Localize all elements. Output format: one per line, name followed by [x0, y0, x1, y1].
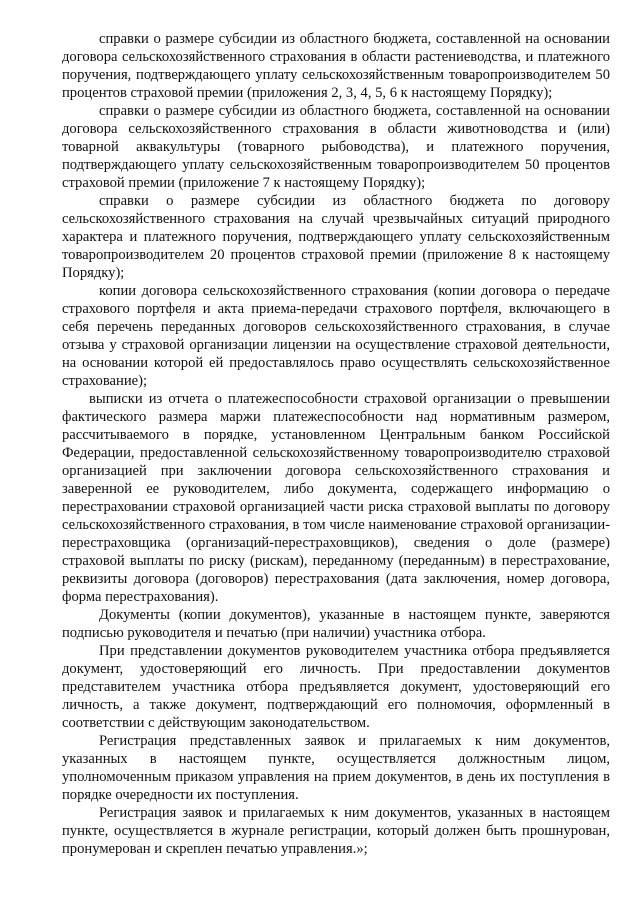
paragraph-insurance-contract-copy: копии договора сельскохозяйственного страхования (копии договора о передаче страхового портфеля и акта приема-передачи страхового портфеля, включающего в себя перечень переданных договоров сельскохозяйственного страхования, в случае отзыва у страховой организации лицензии на осуществление страховой деятельности, на основании которой ей предоставлялось право осуществлять сельскохозяйственное страхование);: [62, 283, 610, 389]
paragraph-subsidy-livestock-insurance: справки о размере субсидии из областного бюджета, составленной на основании договора сельскохозяйственного страхования в области животноводства и (или) товарной аквакультуры (товарного рыбоводства), и платежного поручения, подтверждающего уплату сельскохозяйственным товаропроизводителем 50 процентов страховой премии (приложение 7 к настоящему Порядку);: [62, 103, 610, 191]
paragraph-registration-journal: Регистрация заявок и прилагаемых к ним документов, указанных в настоящем пункте, осуществляется в журнале регистрации, который должен быть прошнурован, пронумерован и скреплен печатью управления.»;: [62, 805, 610, 857]
paragraph-solvency-report-extract: выписки из отчета о платежеспособности страховой организации о превышении фактического размера маржи платежеспособности над нормативным размером, рассчитываемого в порядке, установленном Центральным банком Российской Федерации, предоставленной сельскохозяйственному товаропроизводителю страховой организацией при заключении договора сельскохозяйственного страхования и заверенной ее руководителем, либо документа, содержащего информацию о перестраховании страховой организацией части риска страховой выплаты по договору сельскохозяйственного страхования, в том числе наименование страховой организации-перестраховщика (организаций-перестраховщиков), сведения о доле (размере) страховой выплаты по риску (рискам), переданному (переданным) в перестрахование, реквизиты договора (договоров) перестрахования (дата заключения, номер договора, форма перестрахования).: [62, 391, 610, 605]
paragraph-identity-documents: При представлении документов руководителем участника отбора предъявляется документ, удостоверяющий его личность. При предоставлении документов представителем участника отбора предъявляется документ, удостоверяющий его личность, а также документ, подтверждающий его полномочия, оформленный в соответствии с действующим законодательством.: [62, 643, 610, 731]
paragraph-application-registration: Регистрация представленных заявок и прилагаемых к ним документов, указанных в настоящем пункте, осуществляется должностным лицом, уполномоченным приказом управления на прием документов, в день их поступления в порядке очередности их поступления.: [62, 733, 610, 803]
paragraph-subsidy-emergency-insurance: справки о размере субсидии из областного бюджета по договору сельскохозяйственного страхования на случай чрезвычайных ситуаций природного характера и платежного поручения, подтверждающего уплату сельскохозяйственным товаропроизводителем 20 процентов страховой премии (приложение 8 к настоящему Порядку);: [62, 193, 610, 281]
paragraph-subsidy-crop-insurance: справки о размере субсидии из областного бюджета, составленной на основании договора сельскохозяйственного страхования в области растениеводства, и платежного поручения, подтверждающего уплату сельскохозяйственным товаропроизводителем 50 процентов страховой премии (приложения 2, 3, 4, 5, 6 к настоящему Порядку);: [62, 31, 610, 101]
document-page: [62, 30, 610, 858]
paragraph-documents-certification: Документы (копии документов), указанные в настоящем пункте, заверяются подписью руководителя и печатью (при наличии) участника отбора.: [62, 607, 610, 641]
